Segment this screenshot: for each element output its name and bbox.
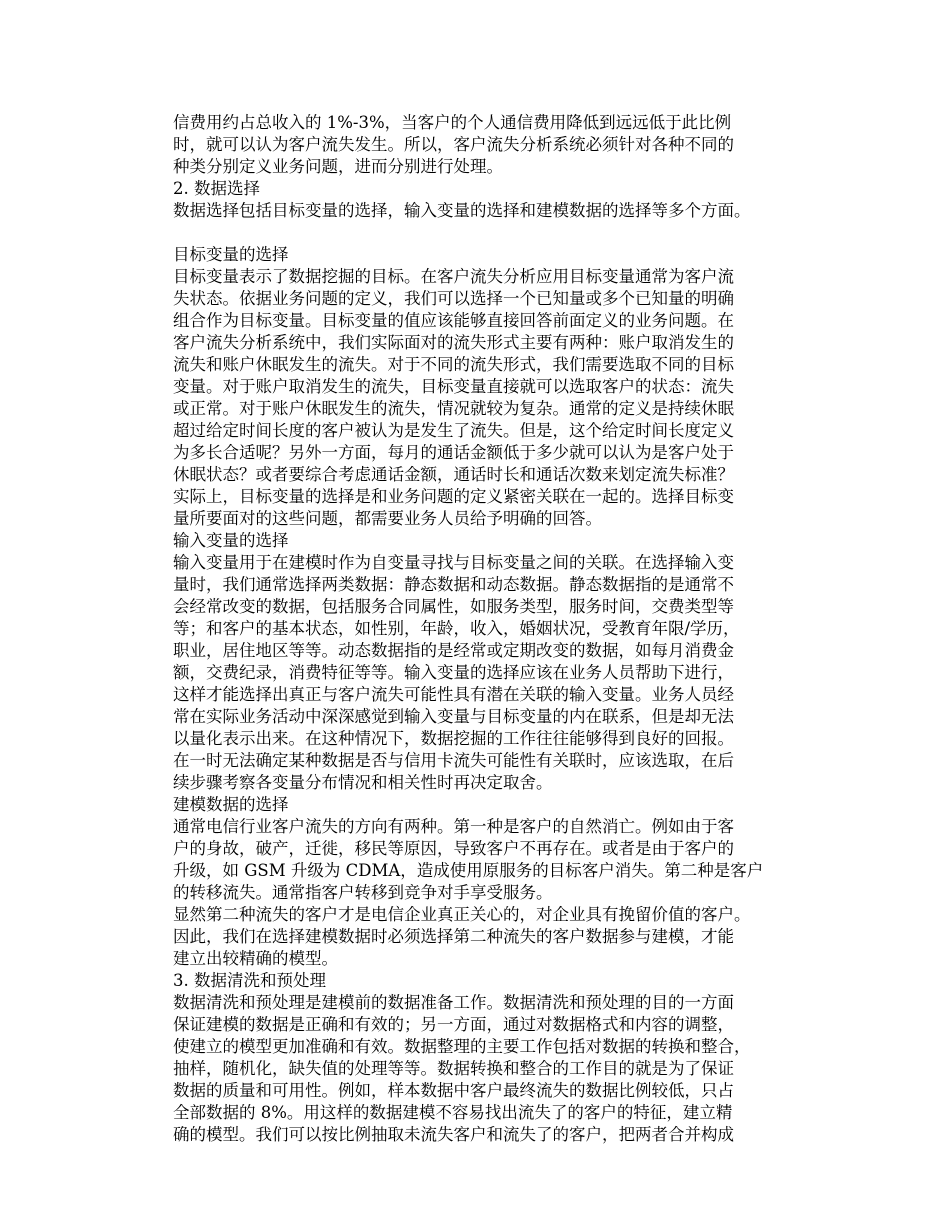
body-text-line: 额，交费纪录，消费特征等等。输入变量的选择应该在业务人员帮助下进行， [173,663,734,682]
body-text-line: 休眠状态？或者要综合考虑通话金额，通话时长和通话次数来划定流失标准？ [173,465,734,484]
body-text-line: 在一时无法确定某种数据是否与信用卡流失可能性有关联时，应该选取，在后 [173,751,734,770]
body-text-line: 这样才能选择出真正与客户流失可能性具有潜在关联的输入变量。业务人员经 [173,685,734,704]
body-text-line: 组合作为目标变量。目标变量的值应该能够直接回答前面定义的业务问题。在 [173,311,734,330]
body-text-line: 时，就可以认为客户流失发生。所以，客户流失分析系统必须针对各种不同的 [173,135,734,154]
section-heading-3: 3. 数据清洗和预处理 [173,971,326,990]
subheading-modeling-data: 建模数据的选择 [173,795,289,814]
body-text-line: 因此，我们在选择建模数据时必须选择第二种流失的客户数据参与建模，才能 [173,927,734,946]
body-text-line: 续步骤考察各变量分布情况和相关性时再决定取舍。 [173,773,553,792]
body-text-line: 建立出较精确的模型。 [173,949,338,968]
body-text-line: 输入变量用于在建模时作为自变量寻找与目标变量之间的关联。在选择输入变 [173,553,734,572]
section-heading-2: 2. 数据选择 [173,179,260,198]
body-text-line: 常在实际业务活动中深深感觉到输入变量与目标变量的内在联系，但是却无法 [173,707,734,726]
body-text-line: 职业，居住地区等等。动态数据指的是经常或定期改变的数据，如每月消费金 [173,641,734,660]
body-text-line: 以量化表示出来。在这种情况下，数据挖掘的工作往往能够得到良好的回报。 [173,729,734,748]
body-text-line: 流失和账户休眠发生的流失。对于不同的流失形式，我们需要选取不同的目标 [173,355,734,374]
body-text-line: 使建立的模型更加准确和有效。数据整理的主要工作包括对数据的转换和整合， [173,1037,751,1056]
body-text-line: 确的模型。我们可以按比例抽取未流失客户和流失了的客户，把两者合并构成 [173,1125,734,1144]
body-text-line: 的转移流失。通常指客户转移到竞争对手享受服务。 [173,883,553,902]
body-text-line: 客户流失分析系统中，我们实际面对的流失形式主要有两种：账户取消发生的 [173,333,734,352]
body-text-line: 保证建模的数据是正确和有效的；另一方面，通过对数据格式和内容的调整， [173,1015,734,1034]
body-text-line: 显然第二种流失的客户才是电信企业真正关心的，对企业具有挽留价值的客户。 [173,905,751,924]
body-text-line: 等；和客户的基本状态，如性别，年龄，收入，婚姻状况，受教育年限/学历， [173,619,740,638]
subheading-target-variable: 目标变量的选择 [173,245,289,264]
body-text-line: 量时，我们通常选择两类数据：静态数据和动态数据。静态数据指的是通常不 [173,575,734,594]
body-text-line: 户的身故，破产，迁徙，移民等原因，导致客户不再存在。或者是由于客户的 [173,839,734,858]
subheading-input-variable: 输入变量的选择 [173,531,289,550]
body-text-line: 失状态。依据业务问题的定义，我们可以选择一个已知量或多个已知量的明确 [173,289,734,308]
body-text-line: 种类分别定义业务问题，进而分别进行处理。 [173,157,503,176]
body-text-line: 会经常改变的数据，包括服务合同属性，如服务类型，服务时间，交费类型等 [173,597,734,616]
body-text-line: 超过给定时间长度的客户被认为是发生了流失。但是，这个给定时间长度定义 [173,421,734,440]
body-text-line: 或正常。对于账户休眠发生的流失，情况就较为复杂。通常的定义是持续休眠 [173,399,734,418]
body-text-line: 实际上，目标变量的选择是和业务问题的定义紧密关联在一起的。选择目标变 [173,487,734,506]
body-text-line: 目标变量表示了数据挖掘的目标。在客户流失分析应用目标变量通常为客户流 [173,267,734,286]
body-text-line: 升级，如 GSM 升级为 CDMA，造成使用原服务的目标客户消失。第二种是客户 [173,861,764,880]
body-text-line: 全部数据的 8%。用这样的数据建模不容易找出流失了的客户的特征，建立精 [173,1103,733,1122]
body-text-line: 变量。对于账户取消发生的流失，目标变量直接就可以选取客户的状态：流失 [173,377,734,396]
body-text-line: 为多长合适呢？另外一方面，每月的通话金额低于多少就可以认为是客户处于 [173,443,734,462]
body-text-line: 信费用约占总收入的 1%-3%，当客户的个人通信费用降低到远远低于此比例 [173,113,732,132]
body-text-line: 抽样，随机化，缺失值的处理等等。数据转换和整合的工作目的就是为了保证 [173,1059,734,1078]
body-text-line: 量所要面对的这些问题，都需要业务人员给予明确的回答。 [173,509,602,528]
body-text-line: 数据的质量和可用性。例如，样本数据中客户最终流失的数据比例较低，只占 [173,1081,734,1100]
body-text-line: 数据选择包括目标变量的选择，输入变量的选择和建模数据的选择等多个方面。 [173,201,751,220]
body-text-line: 通常电信行业客户流失的方向有两种。第一种是客户的自然消亡。例如由于客 [173,817,734,836]
body-text-line: 数据清洗和预处理是建模前的数据准备工作。数据清洗和预处理的目的一方面 [173,993,734,1012]
